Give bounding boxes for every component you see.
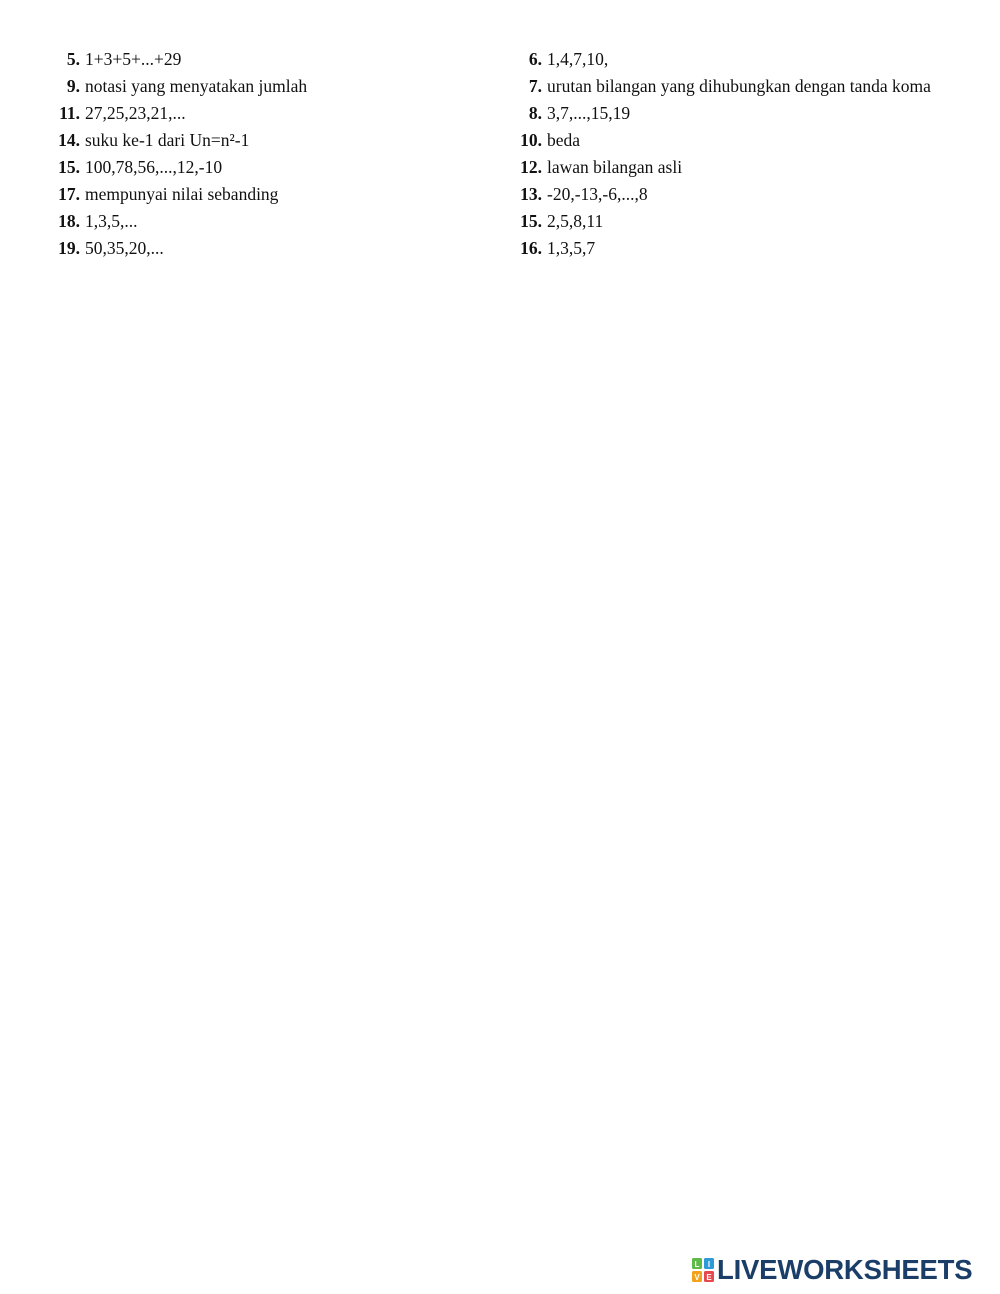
clue-item (502, 237, 942, 259)
clue-number: 12. (520, 157, 542, 177)
clue-number: 16. (520, 238, 542, 258)
clue-item (40, 102, 460, 124)
clue-text: 1,4,7,10, (547, 49, 609, 69)
clue-text: -20,-13,-6,...,8 (547, 184, 648, 204)
liveworksheets-logo-icon (692, 1258, 714, 1282)
clue-item (40, 156, 460, 178)
clue-text: 1,3,5,... (85, 211, 138, 231)
clue-item (502, 129, 942, 151)
clue-number: 15. (520, 211, 542, 231)
clue-item (40, 183, 460, 205)
clue-item (502, 156, 942, 178)
clue-item (40, 129, 460, 151)
svg-text:E: E (706, 1273, 712, 1282)
clue-number: 11. (59, 103, 80, 123)
clue-text: 3,7,...,15,19 (547, 103, 631, 123)
clue-number: 13. (520, 184, 542, 204)
clue-item (502, 210, 942, 232)
logo-text: LIVEWORKSHEETS (717, 1254, 973, 1285)
clue-item (502, 48, 942, 70)
svg-text:V: V (694, 1273, 700, 1282)
clue-text: 2,5,8,11 (547, 211, 604, 231)
clue-text: 1+3+5+...+29 (85, 49, 182, 69)
clue-text: urutan bilangan yang dihubungkan dengan tanda koma (547, 76, 931, 96)
liveworksheets-logo[interactable] (692, 1256, 972, 1284)
clue-text: 27,25,23,21,... (85, 103, 186, 123)
clue-number: 19. (58, 238, 80, 258)
clue-item (40, 48, 460, 70)
clue-list-right (502, 48, 942, 264)
clue-number: 14. (58, 130, 80, 150)
clue-number: 10. (520, 130, 542, 150)
svg-text:L: L (694, 1260, 700, 1269)
clue-number: 9. (66, 76, 80, 96)
clue-number: 6. (528, 49, 542, 69)
clue-list-left (40, 48, 460, 264)
clue-number: 15. (58, 157, 80, 177)
svg-text:I: I (707, 1260, 711, 1269)
clue-text: lawan bilangan asli (547, 157, 683, 177)
clue-number: 8. (528, 103, 542, 123)
clue-item (40, 237, 460, 259)
clue-text: mempunyai nilai sebanding (85, 184, 279, 204)
clue-text: suku ke-1 dari Un=n²-1 (85, 130, 250, 150)
clue-text: notasi yang menyatakan jumlah (85, 76, 308, 96)
clue-item (502, 102, 942, 124)
clue-number: 18. (58, 211, 80, 231)
clue-text: 100,78,56,...,12,-10 (85, 157, 223, 177)
clue-item (502, 183, 942, 205)
clue-text: beda (547, 130, 581, 150)
clue-number: 17. (58, 184, 80, 204)
clue-item (40, 210, 460, 232)
clue-item (502, 75, 942, 97)
clue-text: 50,35,20,... (85, 238, 164, 258)
clue-number: 5. (66, 49, 80, 69)
clue-text: 1,3,5,7 (547, 238, 596, 258)
clue-number: 7. (528, 76, 542, 96)
clue-item (40, 75, 460, 97)
